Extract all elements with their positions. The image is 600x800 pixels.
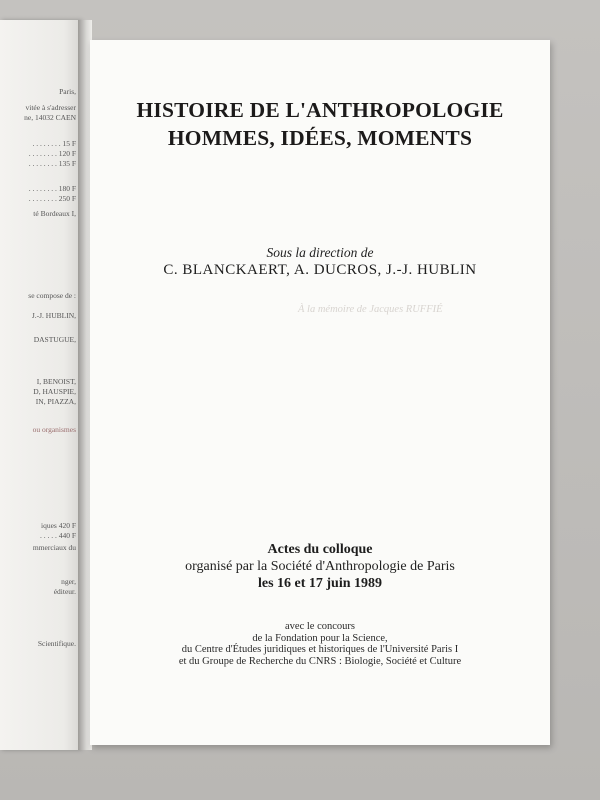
left-page-line: . . . . . . . . 250 F [28,194,76,203]
left-page-line: . . . . . . . . 180 F [28,184,76,193]
left-page-line: . . . . . . . . 135 F [28,159,76,168]
left-page-line: D, HAUSPIE, [33,387,76,396]
editorship-label: Sous la direction de [266,245,374,260]
proceedings-organiser: organisé par la Société d'Anthropologie de Paris [185,559,455,574]
sponsors-line: et du Groupe de Recherche du CNRS : Biologie, Société et Culture [178,655,462,667]
left-page-line: vitée à s'adresser [25,103,76,112]
sponsors-line: de la Fondation pour la Science, [252,632,388,644]
sponsors-line: avec le concours [285,621,355,632]
left-page-line: ou organismes [32,425,76,434]
proceedings-date: les 16 et 17 juin 1989 [257,576,383,591]
left-page-line: nger, [61,577,76,586]
left-page-line: . . . . . . . . 15 F [32,139,76,148]
left-page-line: I, BENOIST, [36,377,76,386]
sponsors-block [90,621,550,667]
show-through-dedication: À la mémoire de Jacques RUFFIÉ [298,304,443,315]
left-page-line: J.-J. HUBLIN, [31,311,76,320]
left-page-line: DASTUGUE, [33,335,76,344]
left-page-line: Paris, [59,87,76,96]
left-page-line: iques 420 F [40,521,76,530]
left-page-line: . . . . . . . . 120 F [28,149,76,158]
left-page-line: Scientifique. [37,639,76,648]
left-page-line: se compose de : [28,291,76,300]
left-page-line: éditeur. [53,587,76,596]
editors-names: C. BLANCKAERT, A. DUCROS, J.-J. HUBLIN [163,262,477,278]
sponsors-line: du Centre d'Études juridiques et historiques de l'Université Paris I [181,644,459,655]
left-page-line: té Bordeaux I, [33,209,76,218]
title-page [90,40,550,745]
book-subtitle-line: HOMMES, IDÉES, MOMENTS [167,126,473,150]
left-page-line: . . . . . 440 F [39,531,76,540]
left-page-line: IN, PIAZZA, [35,397,76,406]
book-title-line: HISTOIRE DE L'ANTHROPOLOGIE [136,98,504,122]
proceedings-title: Actes du colloque [267,542,373,557]
book-title [90,96,550,152]
left-page-line: ne, 14032 CAEN [24,113,76,122]
left-page-line: mmerciaux du [32,543,76,552]
left-page [0,20,80,750]
